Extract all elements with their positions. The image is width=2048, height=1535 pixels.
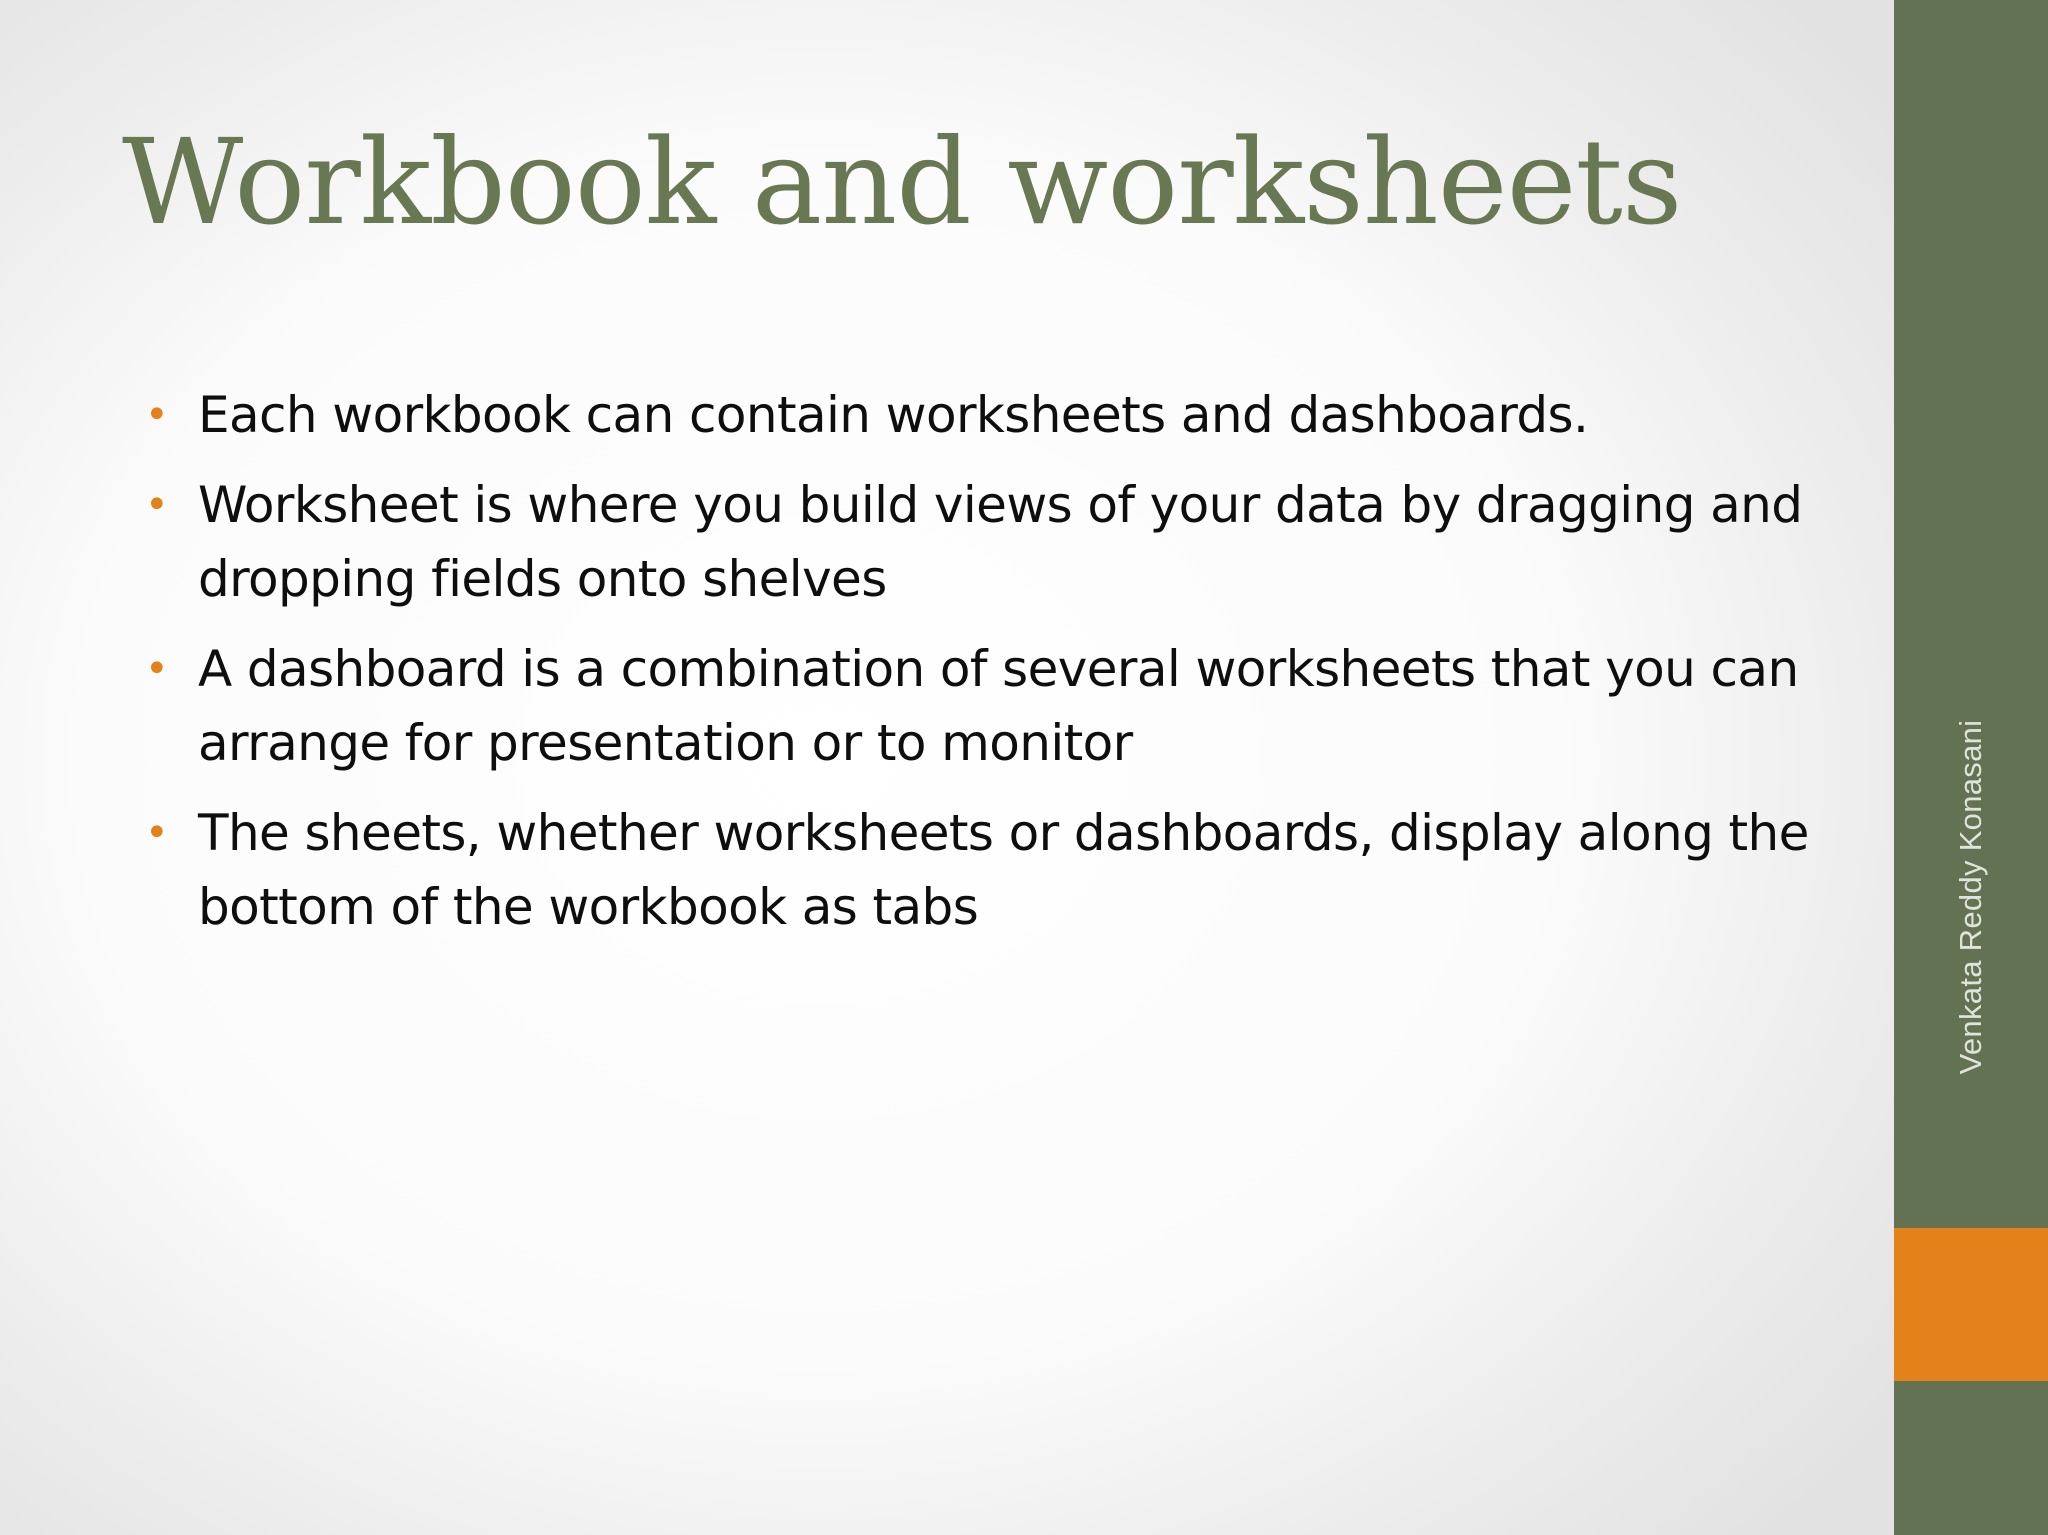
bullet-text: Each workbook can contain worksheets and dashboards.: [198, 386, 1589, 444]
bullet-item: [145, 796, 1845, 944]
bullet-text: Worksheet is where you build views of your data by dragging and dropping fields onto shelves: [198, 476, 1803, 608]
bullet-list: [145, 378, 1845, 960]
bullet-text: The sheets, whether worksheets or dashboards, display along the bottom of the workbook as tabs: [198, 804, 1809, 936]
bullet-dot-icon: •: [145, 392, 169, 438]
bullet-dot-icon: •: [145, 810, 169, 856]
bullet-item: [145, 468, 1845, 616]
bullet-item: [145, 632, 1845, 780]
bullet-dot-icon: •: [145, 646, 169, 692]
side-accent-block: [1894, 1228, 2048, 1381]
bullet-dot-icon: •: [145, 482, 169, 528]
bullet-text: A dashboard is a combination of several worksheets that you can arrange for presentation or to monitor: [198, 640, 1799, 772]
bullet-item: [145, 378, 1845, 452]
slide-title: Workbook and worksheets: [122, 113, 1682, 251]
author-name: Venkata Reddy Konasani: [1953, 719, 1988, 1075]
